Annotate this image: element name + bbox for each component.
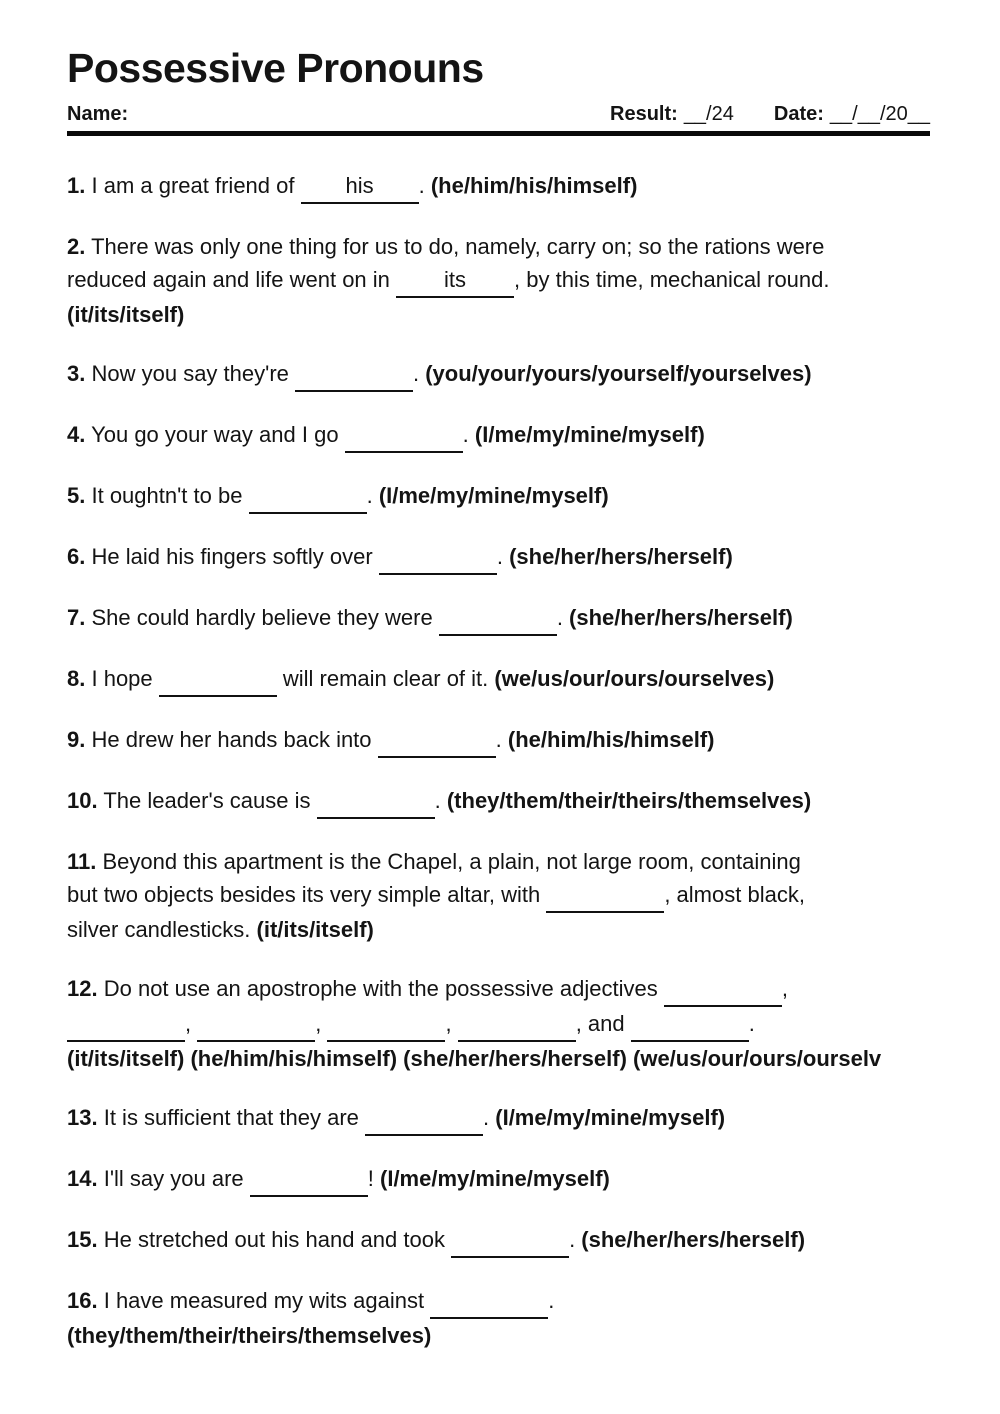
question-text: There was only one thing for us to do, namely, carry on; so the rations were	[91, 234, 825, 259]
answer-blank[interactable]	[365, 1101, 483, 1136]
question-number: 8.	[67, 666, 86, 691]
question-text: .	[556, 605, 570, 630]
answer-options: (it/its/itself)	[256, 917, 374, 942]
question	[67, 1223, 1000, 1258]
question-text: .	[366, 483, 379, 508]
question	[67, 972, 1000, 1075]
question	[67, 784, 1000, 819]
question-number: 3.	[67, 361, 86, 386]
answer-options: (he/him/his/himself)	[507, 727, 715, 752]
question-number: 5.	[67, 483, 86, 508]
question-text: .	[496, 544, 510, 569]
question-text: .	[434, 788, 447, 813]
answer-blank[interactable]	[317, 784, 435, 819]
question-number: 10.	[67, 788, 98, 813]
question-text: .	[462, 422, 475, 447]
question-text: .	[495, 727, 508, 752]
question-text: I am a great friend of	[91, 173, 301, 198]
answer-options: (we/us/our/ours/ourselves)	[494, 666, 775, 691]
header-divider	[67, 131, 930, 136]
date-value: __/__/20__	[829, 103, 930, 125]
question-text: I hope	[91, 666, 159, 691]
answer-blank[interactable]	[249, 479, 367, 514]
question-number: 9.	[67, 727, 86, 752]
question	[67, 1101, 1000, 1136]
question-text: silver candlesticks.	[67, 917, 257, 942]
question	[67, 1162, 1000, 1197]
question	[67, 723, 1000, 758]
date-label: Date:	[773, 103, 824, 125]
answer-blank[interactable]	[250, 1162, 368, 1197]
question-number: 7.	[67, 605, 86, 630]
answer-options: (she/her/hers/herself)	[569, 605, 793, 630]
question-text: .	[548, 1288, 555, 1313]
question-text: He laid his fingers softly over	[91, 544, 379, 569]
answer-blank[interactable]: his	[301, 169, 419, 204]
answer-blank[interactable]	[295, 357, 413, 392]
question-text: ,	[781, 976, 788, 1001]
answer-blank[interactable]	[430, 1284, 548, 1319]
question-number: 15.	[67, 1227, 98, 1252]
question-text: Beyond this apartment is the Chapel, a plain, not large room, containing	[102, 849, 801, 874]
answer-options: (it/its/itself)	[67, 302, 185, 327]
question	[67, 1284, 1000, 1352]
question-text: You go your way and I go	[91, 422, 345, 447]
answer-options: (she/her/hers/herself)	[509, 544, 733, 569]
answer-blank[interactable]	[631, 1007, 749, 1042]
question-text: ,	[185, 1011, 198, 1036]
question-text: !	[367, 1166, 380, 1191]
question-text: She could hardly believe they were	[91, 605, 439, 630]
question-text: He drew her hands back into	[91, 727, 378, 752]
question-text: ,	[445, 1011, 458, 1036]
question-number: 1.	[67, 173, 86, 198]
questions	[67, 169, 1000, 1352]
question-number: 13.	[67, 1105, 98, 1130]
answer-options: (they/them/their/theirs/themselves)	[446, 788, 812, 813]
question	[67, 418, 1000, 453]
question	[67, 540, 1000, 575]
question-number: 2.	[67, 234, 86, 259]
question	[67, 601, 1000, 636]
answer-options: (I/me/my/mine/myself)	[378, 483, 609, 508]
answer-options: (I/me/my/mine/myself)	[380, 1166, 610, 1191]
question-text: I have measured my wits against	[103, 1288, 431, 1313]
answer-blank[interactable]	[67, 1007, 185, 1042]
answer-options: (you/your/yours/yourself/yourselves)	[425, 361, 812, 386]
page-title: Possessive Pronouns	[67, 45, 484, 91]
date-group	[774, 102, 930, 126]
question-text: , almost black,	[664, 882, 805, 907]
question-number: 14.	[67, 1166, 98, 1191]
result-value: __/24	[683, 103, 734, 125]
question-number: 4.	[67, 422, 86, 447]
question-text: It is sufficient that they are	[103, 1105, 366, 1130]
answer-blank[interactable]	[327, 1007, 445, 1042]
answer-blank[interactable]	[345, 418, 463, 453]
answer-options: (he/him/his/himself)	[430, 173, 638, 198]
question-text: The leader's cause is	[103, 788, 317, 813]
answer-blank[interactable]	[379, 540, 497, 575]
answer-options: (they/them/their/theirs/themselves)	[67, 1323, 432, 1348]
question-number: 16.	[67, 1288, 98, 1313]
question-text: will remain clear of it.	[276, 666, 495, 691]
question-text: reduced again and life went on in	[67, 267, 397, 292]
answer-blank[interactable]	[439, 601, 557, 636]
question-text: Do not use an apostrophe with the possessive adjectives	[103, 976, 664, 1001]
answer-blank[interactable]	[378, 723, 496, 758]
worksheet-header	[67, 102, 930, 126]
question	[67, 230, 1000, 331]
answer-blank[interactable]	[664, 972, 782, 1007]
answer-options: (it/its/itself) (he/him/his/himself) (she/her/hers/herself) (we/us/our/ours/ourselv	[67, 1046, 882, 1071]
question-text: .	[569, 1227, 582, 1252]
answer-blank[interactable]	[546, 878, 664, 913]
question-text: , by this time, mechanical round.	[514, 267, 830, 292]
answer-blank[interactable]	[451, 1223, 569, 1258]
question-text: ,	[315, 1011, 328, 1036]
header-right	[610, 102, 930, 126]
answer-blank[interactable]	[159, 662, 277, 697]
name-label: Name:	[67, 103, 129, 125]
answer-options: (she/her/hers/herself)	[581, 1227, 806, 1252]
question-text: .	[748, 1011, 755, 1036]
question-text: .	[418, 173, 431, 198]
question-text: Now you say they're	[91, 361, 295, 386]
answer-blank[interactable]: its	[396, 263, 514, 298]
question-text: .	[483, 1105, 496, 1130]
result-group	[610, 102, 734, 126]
answer-options: (I/me/my/mine/myself)	[495, 1105, 726, 1130]
question-number: 12.	[67, 976, 98, 1001]
question-text: It oughtn't to be	[91, 483, 249, 508]
answer-options: (I/me/my/mine/myself)	[474, 422, 705, 447]
result-label: Result:	[610, 103, 678, 125]
question-text: I'll say you are	[103, 1166, 250, 1191]
question	[67, 479, 1000, 514]
question	[67, 357, 1000, 392]
question-text: but two objects besides its very simple altar, with	[67, 882, 547, 907]
question-text: .	[413, 361, 426, 386]
question	[67, 845, 1000, 946]
question-text: He stretched out his hand and took	[103, 1227, 452, 1252]
question	[67, 169, 1000, 204]
question-text: , and	[575, 1011, 631, 1036]
question	[67, 662, 1000, 697]
question-number: 6.	[67, 544, 86, 569]
question-number: 11.	[67, 849, 97, 874]
answer-blank[interactable]	[197, 1007, 315, 1042]
answer-blank[interactable]	[458, 1007, 576, 1042]
